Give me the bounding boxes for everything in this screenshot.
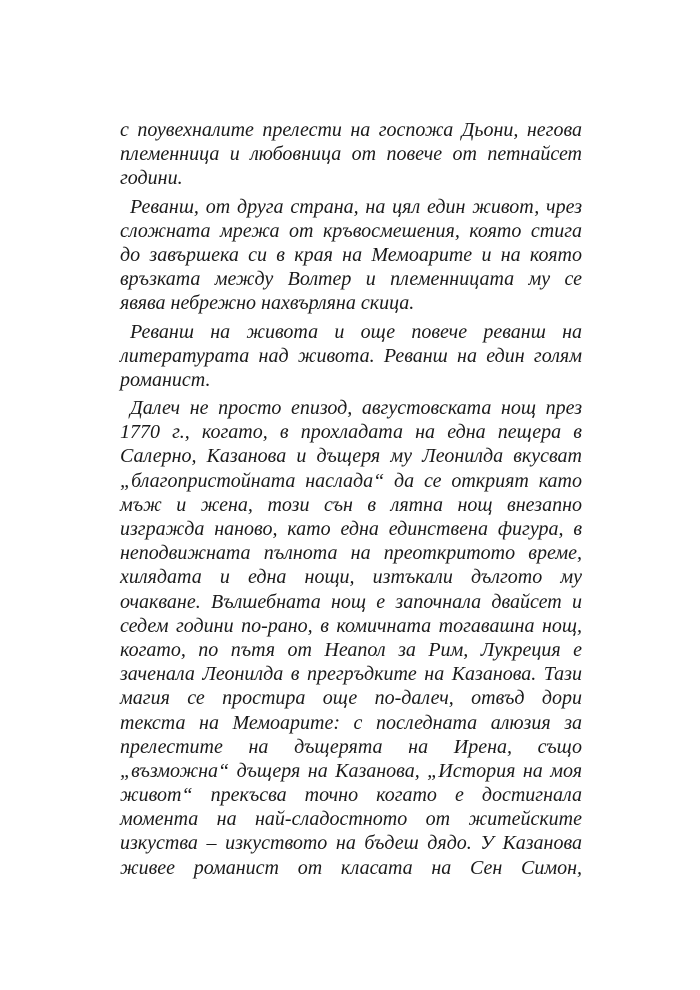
text-line: романист. <box>120 368 211 391</box>
text-line: сложната мрежа от кръвосмешения, която стига <box>120 219 582 242</box>
text-line: племенница и любовница от повече от петнайсет <box>120 143 582 166</box>
text-line: момента на най-сладостното от житейските <box>120 808 582 831</box>
text-line: заченала Леонилда в прегръдките на Казанова. Тази <box>120 663 582 686</box>
text-line: „благопристойната наслада“ да се открият като <box>120 469 582 492</box>
text-line: явява небрежно нахвърляна скица. <box>120 292 415 315</box>
text-line: с поувехналите прелести на госпожа Дьони, негова <box>120 119 582 141</box>
text-line: изкуства – изкуството на бъдеш дядо. У Казанова <box>120 832 582 855</box>
text-line: 1770 г., когато, в прохладата на една пещера в <box>120 421 582 444</box>
text-line: магия се простира още по-далеч, отвъд дори <box>120 687 582 710</box>
text-line: „възможна“ дъщеря на Казанова, „История на моя <box>120 759 582 782</box>
text-line: хилядата и една нощи, изтъкали дългото му <box>120 566 582 589</box>
text-line: години. <box>120 167 183 190</box>
text-line: Салерно, Казанова и дъщеря му Леонилда вкусват <box>120 445 582 468</box>
text-line: неподвижната пълнота на преоткритото време, <box>120 542 582 565</box>
text-line: връзката между Волтер и племенницата му се <box>120 268 582 291</box>
text-line: литературата над живота. Реванш на един голям <box>120 344 582 367</box>
text-line: текста на Мемоарите: с последната алюзия за <box>120 711 582 734</box>
text-line: седем години по-рано, в комичната тогавашна нощ, <box>120 614 582 637</box>
text-line: прелестите на дъщерята на Ирена, също <box>120 735 582 758</box>
text-line: изгражда наново, като една единствена фигура, в <box>120 518 582 540</box>
text-line: Реванш, от друга страна, на цял един живот, чрез <box>130 195 582 218</box>
body-text <box>120 118 582 880</box>
text-line: когато, по пътя от Неапол за Рим, Лукреция е <box>120 638 582 661</box>
text-line: мъж и жена, този сън в лятна нощ внезапно <box>120 493 582 516</box>
text-line: очакване. Вълшебната нощ е започнала двайсет и <box>120 590 582 613</box>
text-line: живее романист от класата на Сен Симон, <box>120 856 582 879</box>
text-line: до завършека си в края на Мемоарите и на която <box>120 243 582 266</box>
text-line: Реванш на живота и още повече реванш на <box>130 320 582 343</box>
text-line: Далеч не просто епизод, августовската нощ през <box>130 397 582 420</box>
text-line: живот“ прекъсва точно когато е достигнала <box>120 784 582 807</box>
